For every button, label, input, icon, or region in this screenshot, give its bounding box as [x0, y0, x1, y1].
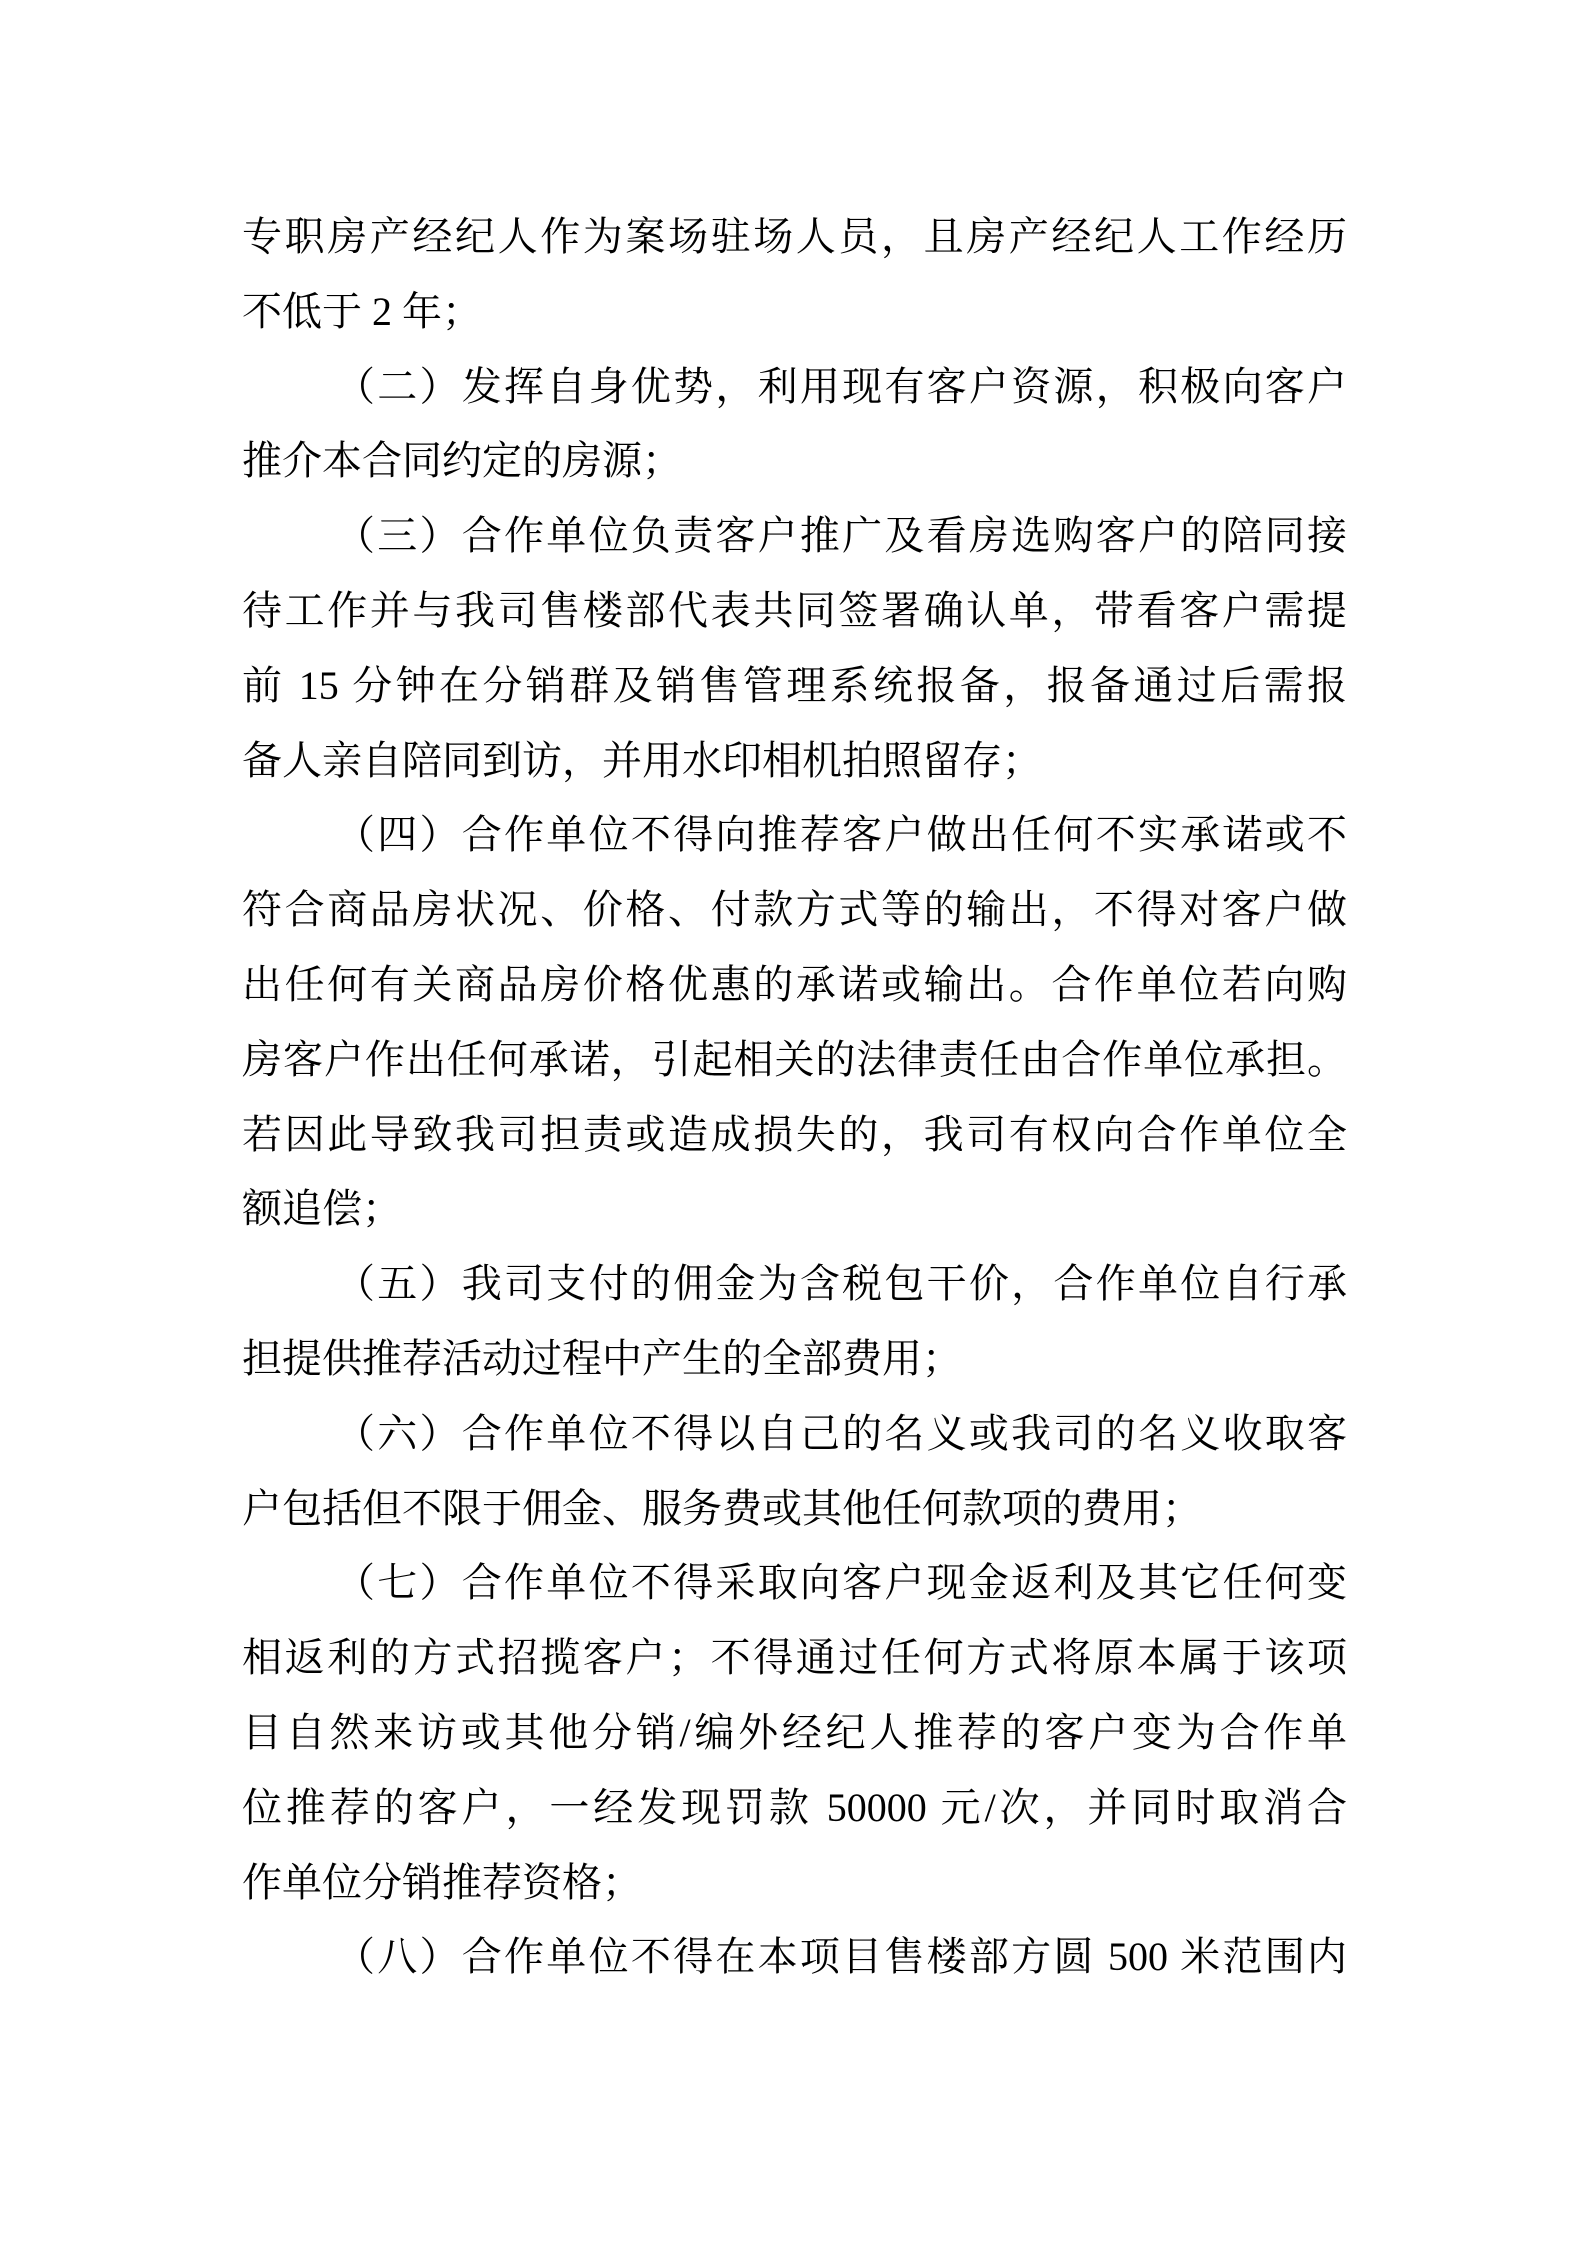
document-line: 位推荐的客户，一经发现罚款 50000 元/次，并同时取消合	[242, 1784, 1347, 1830]
document-line: 若因此导致我司担责或造成损失的，我司有权向合作单位全	[242, 1111, 1347, 1157]
document-line: 备人亲自陪同到访，并用水印相机拍照留存；	[242, 737, 1042, 783]
document-line: 专职房产经纪人作为案场驻场人员，且房产经纪人工作经历	[242, 214, 1347, 259]
document-line: （五）我司支付的佣金为含税包干价，合作单位自行承	[335, 1261, 1347, 1307]
contract-text-block	[242, 200, 1347, 1995]
document-line: 目自然来访或其他分销/编外经纪人推荐的客户变为合作单	[242, 1709, 1347, 1755]
document-line: （六）合作单位不得以自己的名义或我司的名义收取客	[335, 1410, 1347, 1456]
document-line: 推介本合同约定的房源；	[242, 438, 682, 484]
document-line: 担提供推荐活动过程中产生的全部费用；	[242, 1335, 962, 1381]
document-line: （八）合作单位不得在本项目售楼部方圆 500 米范围内	[335, 1934, 1347, 1980]
document-line: 房客户作出任何承诺，引起相关的法律责任由合作单位承担。	[242, 1036, 1347, 1082]
document-line: 待工作并与我司售楼部代表共同签署确认单，带看客户需提	[242, 587, 1347, 633]
document-line: （七）合作单位不得采取向客户现金返利及其它任何变	[335, 1560, 1347, 1606]
document-line: 作单位分销推荐资格；	[242, 1859, 642, 1905]
document-line: 相返利的方式招揽客户；不得通过任何方式将原本属于该项	[242, 1635, 1347, 1681]
document-line: 符合商品房状况、价格、付款方式等的输出，不得对客户做	[242, 887, 1347, 933]
document-line: 不低于 2 年；	[242, 288, 482, 334]
document-line: 前 15 分钟在分销群及销售管理系统报备，报备通过后需报	[242, 662, 1347, 708]
document-line: 额追偿；	[242, 1186, 402, 1232]
document-line: （四）合作单位不得向推荐客户做出任何不实承诺或不	[335, 812, 1347, 858]
document-line: 出任何有关商品房价格优惠的承诺或输出。合作单位若向购	[242, 961, 1347, 1007]
document-line: （三）合作单位负责客户推广及看房选购客户的陪同接	[335, 513, 1347, 559]
document-line: 户包括但不限于佣金、服务费或其他任何款项的费用；	[242, 1485, 1202, 1531]
document-line: （二）发挥自身优势，利用现有客户资源，积极向客户	[335, 363, 1347, 409]
